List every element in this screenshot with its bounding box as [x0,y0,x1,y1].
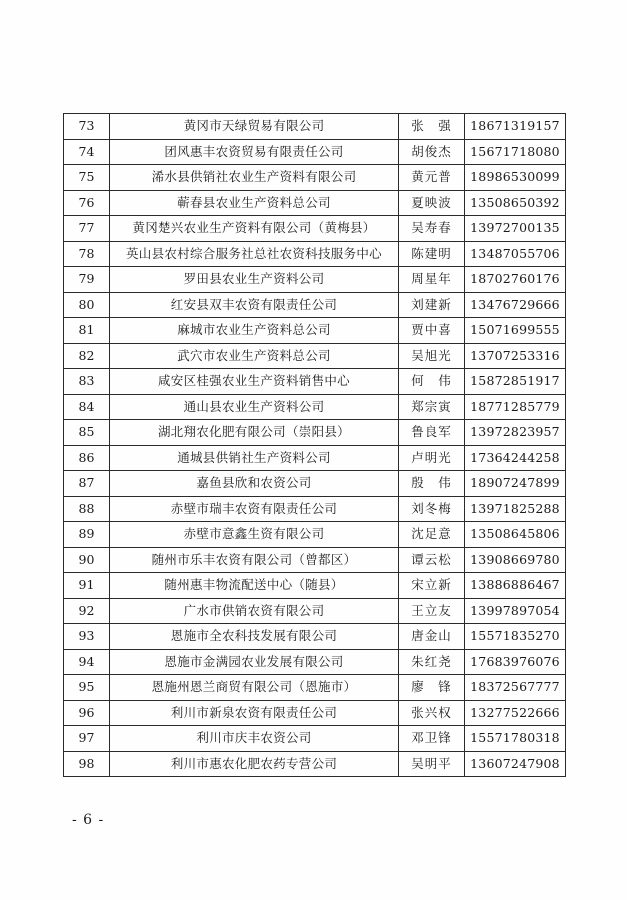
contact-person-cell: 鲁良军 [399,420,465,446]
row-number-cell: 73 [64,114,110,140]
row-number-cell: 76 [64,190,110,216]
phone-number-cell: 15571780318 [465,726,566,752]
contact-person-cell: 陈建明 [399,241,465,267]
row-number-cell: 94 [64,649,110,675]
phone-number-cell: 13487055706 [465,241,566,267]
company-name-cell: 黄冈市天绿贸易有限公司 [110,114,399,140]
table-row [64,445,566,471]
row-number-cell: 88 [64,496,110,522]
table-row [64,369,566,395]
row-number-cell: 78 [64,241,110,267]
row-number-cell: 93 [64,624,110,650]
row-number-cell: 86 [64,445,110,471]
phone-number-cell: 15671718080 [465,139,566,165]
row-number-cell: 75 [64,165,110,191]
table-row [64,216,566,242]
company-name-cell: 恩施州恩兰商贸有限公司（恩施市） [110,675,399,701]
contact-person-cell: 张兴权 [399,700,465,726]
row-number-cell: 89 [64,522,110,548]
row-number-cell: 82 [64,343,110,369]
company-name-cell: 赤壁市瑞丰农资有限责任公司 [110,496,399,522]
table-row [64,726,566,752]
contact-person-cell: 廖 锋 [399,675,465,701]
company-name-cell: 通城县供销社生产资料公司 [110,445,399,471]
row-number-cell: 91 [64,573,110,599]
phone-number-cell: 18671319157 [465,114,566,140]
phone-number-cell: 13997897054 [465,598,566,624]
company-name-cell: 通山县农业生产资料公司 [110,394,399,420]
company-name-cell: 恩施市全农科技发展有限公司 [110,624,399,650]
contact-person-cell: 唐金山 [399,624,465,650]
contact-person-cell: 沈足意 [399,522,465,548]
table-row [64,394,566,420]
table-row [64,598,566,624]
row-number-cell: 98 [64,751,110,777]
row-number-cell: 74 [64,139,110,165]
company-name-cell: 黄冈楚兴农业生产资料有限公司（黄梅县） [110,216,399,242]
company-name-cell: 浠水县供销社农业生产资料有限公司 [110,165,399,191]
company-name-cell: 赤壁市意鑫生资有限公司 [110,522,399,548]
phone-number-cell: 13508645806 [465,522,566,548]
row-number-cell: 95 [64,675,110,701]
contact-person-cell: 胡俊杰 [399,139,465,165]
row-number-cell: 85 [64,420,110,446]
company-name-cell: 蕲春县农业生产资料总公司 [110,190,399,216]
row-number-cell: 84 [64,394,110,420]
company-name-cell: 英山县农村综合服务社总社农资科技服务中心 [110,241,399,267]
company-name-cell: 红安县双丰农资有限责任公司 [110,292,399,318]
company-name-cell: 罗田县农业生产资料公司 [110,267,399,293]
contact-person-cell: 郑宗寅 [399,394,465,420]
table-row [64,114,566,140]
company-name-cell: 随州惠丰物流配送中心（随县） [110,573,399,599]
contact-person-cell: 卢明光 [399,445,465,471]
contact-person-cell: 张 强 [399,114,465,140]
row-number-cell: 83 [64,369,110,395]
contact-person-cell: 夏映波 [399,190,465,216]
contact-person-cell: 宋立新 [399,573,465,599]
phone-number-cell: 18702760176 [465,267,566,293]
company-name-cell: 广水市供销农资有限公司 [110,598,399,624]
company-name-cell: 团风惠丰农资贸易有限责任公司 [110,139,399,165]
contact-person-cell: 吴寿春 [399,216,465,242]
contact-person-cell: 贾中喜 [399,318,465,344]
phone-number-cell: 15071699555 [465,318,566,344]
company-name-cell: 嘉鱼县欣和农资公司 [110,471,399,497]
contact-person-cell: 吴旭光 [399,343,465,369]
phone-number-cell: 17683976076 [465,649,566,675]
table-row [64,343,566,369]
phone-number-cell: 13908669780 [465,547,566,573]
table-row [64,139,566,165]
phone-number-cell: 15872851917 [465,369,566,395]
phone-number-cell: 17364244258 [465,445,566,471]
table-row [64,318,566,344]
table-row [64,547,566,573]
contact-person-cell: 殷 伟 [399,471,465,497]
company-name-cell: 麻城市农业生产资料总公司 [110,318,399,344]
table-row [64,649,566,675]
company-name-cell: 咸安区桂强农业生产资料销售中心 [110,369,399,395]
row-number-cell: 77 [64,216,110,242]
contact-person-cell: 周星年 [399,267,465,293]
row-number-cell: 79 [64,267,110,293]
phone-number-cell: 13277522666 [465,700,566,726]
phone-number-cell: 13971825288 [465,496,566,522]
table-row [64,751,566,777]
phone-number-cell: 18372567777 [465,675,566,701]
row-number-cell: 92 [64,598,110,624]
contact-person-cell: 吴明平 [399,751,465,777]
row-number-cell: 96 [64,700,110,726]
table-row [64,420,566,446]
company-name-cell: 利川市惠农化肥农药专营公司 [110,751,399,777]
phone-number-cell: 13707253316 [465,343,566,369]
table-row [64,190,566,216]
phone-number-cell: 13886886467 [465,573,566,599]
row-number-cell: 87 [64,471,110,497]
table-row [64,471,566,497]
table-row [64,165,566,191]
dealer-table [63,113,566,777]
phone-number-cell: 18986530099 [465,165,566,191]
table-row [64,522,566,548]
company-name-cell: 武穴市农业生产资料总公司 [110,343,399,369]
contact-person-cell: 谭云松 [399,547,465,573]
table-row [64,496,566,522]
company-name-cell: 利川市新泉农资有限责任公司 [110,700,399,726]
phone-number-cell: 15571835270 [465,624,566,650]
contact-person-cell: 黄元普 [399,165,465,191]
phone-number-cell: 13972823957 [465,420,566,446]
row-number-cell: 97 [64,726,110,752]
contact-person-cell: 邓卫锋 [399,726,465,752]
company-name-cell: 湖北翔农化肥有限公司（崇阳县） [110,420,399,446]
phone-number-cell: 13972700135 [465,216,566,242]
table-row [64,624,566,650]
phone-number-cell: 13476729666 [465,292,566,318]
table-row [64,675,566,701]
contact-person-cell: 朱红尧 [399,649,465,675]
company-name-cell: 恩施市金满园农业发展有限公司 [110,649,399,675]
table-row [64,241,566,267]
contact-person-cell: 何 伟 [399,369,465,395]
contact-person-cell: 王立友 [399,598,465,624]
table-row [64,267,566,293]
table-row [64,292,566,318]
table-row [64,573,566,599]
table-row [64,700,566,726]
phone-number-cell: 13607247908 [465,751,566,777]
contact-person-cell: 刘冬梅 [399,496,465,522]
contact-person-cell: 刘建新 [399,292,465,318]
company-name-cell: 随州市乐丰农资有限公司（曾都区） [110,547,399,573]
row-number-cell: 90 [64,547,110,573]
phone-number-cell: 13508650392 [465,190,566,216]
phone-number-cell: 18907247899 [465,471,566,497]
company-name-cell: 利川市庆丰农资公司 [110,726,399,752]
row-number-cell: 80 [64,292,110,318]
row-number-cell: 81 [64,318,110,344]
page-number: - 6 - [72,812,105,828]
phone-number-cell: 18771285779 [465,394,566,420]
dealer-table-body [64,114,566,777]
